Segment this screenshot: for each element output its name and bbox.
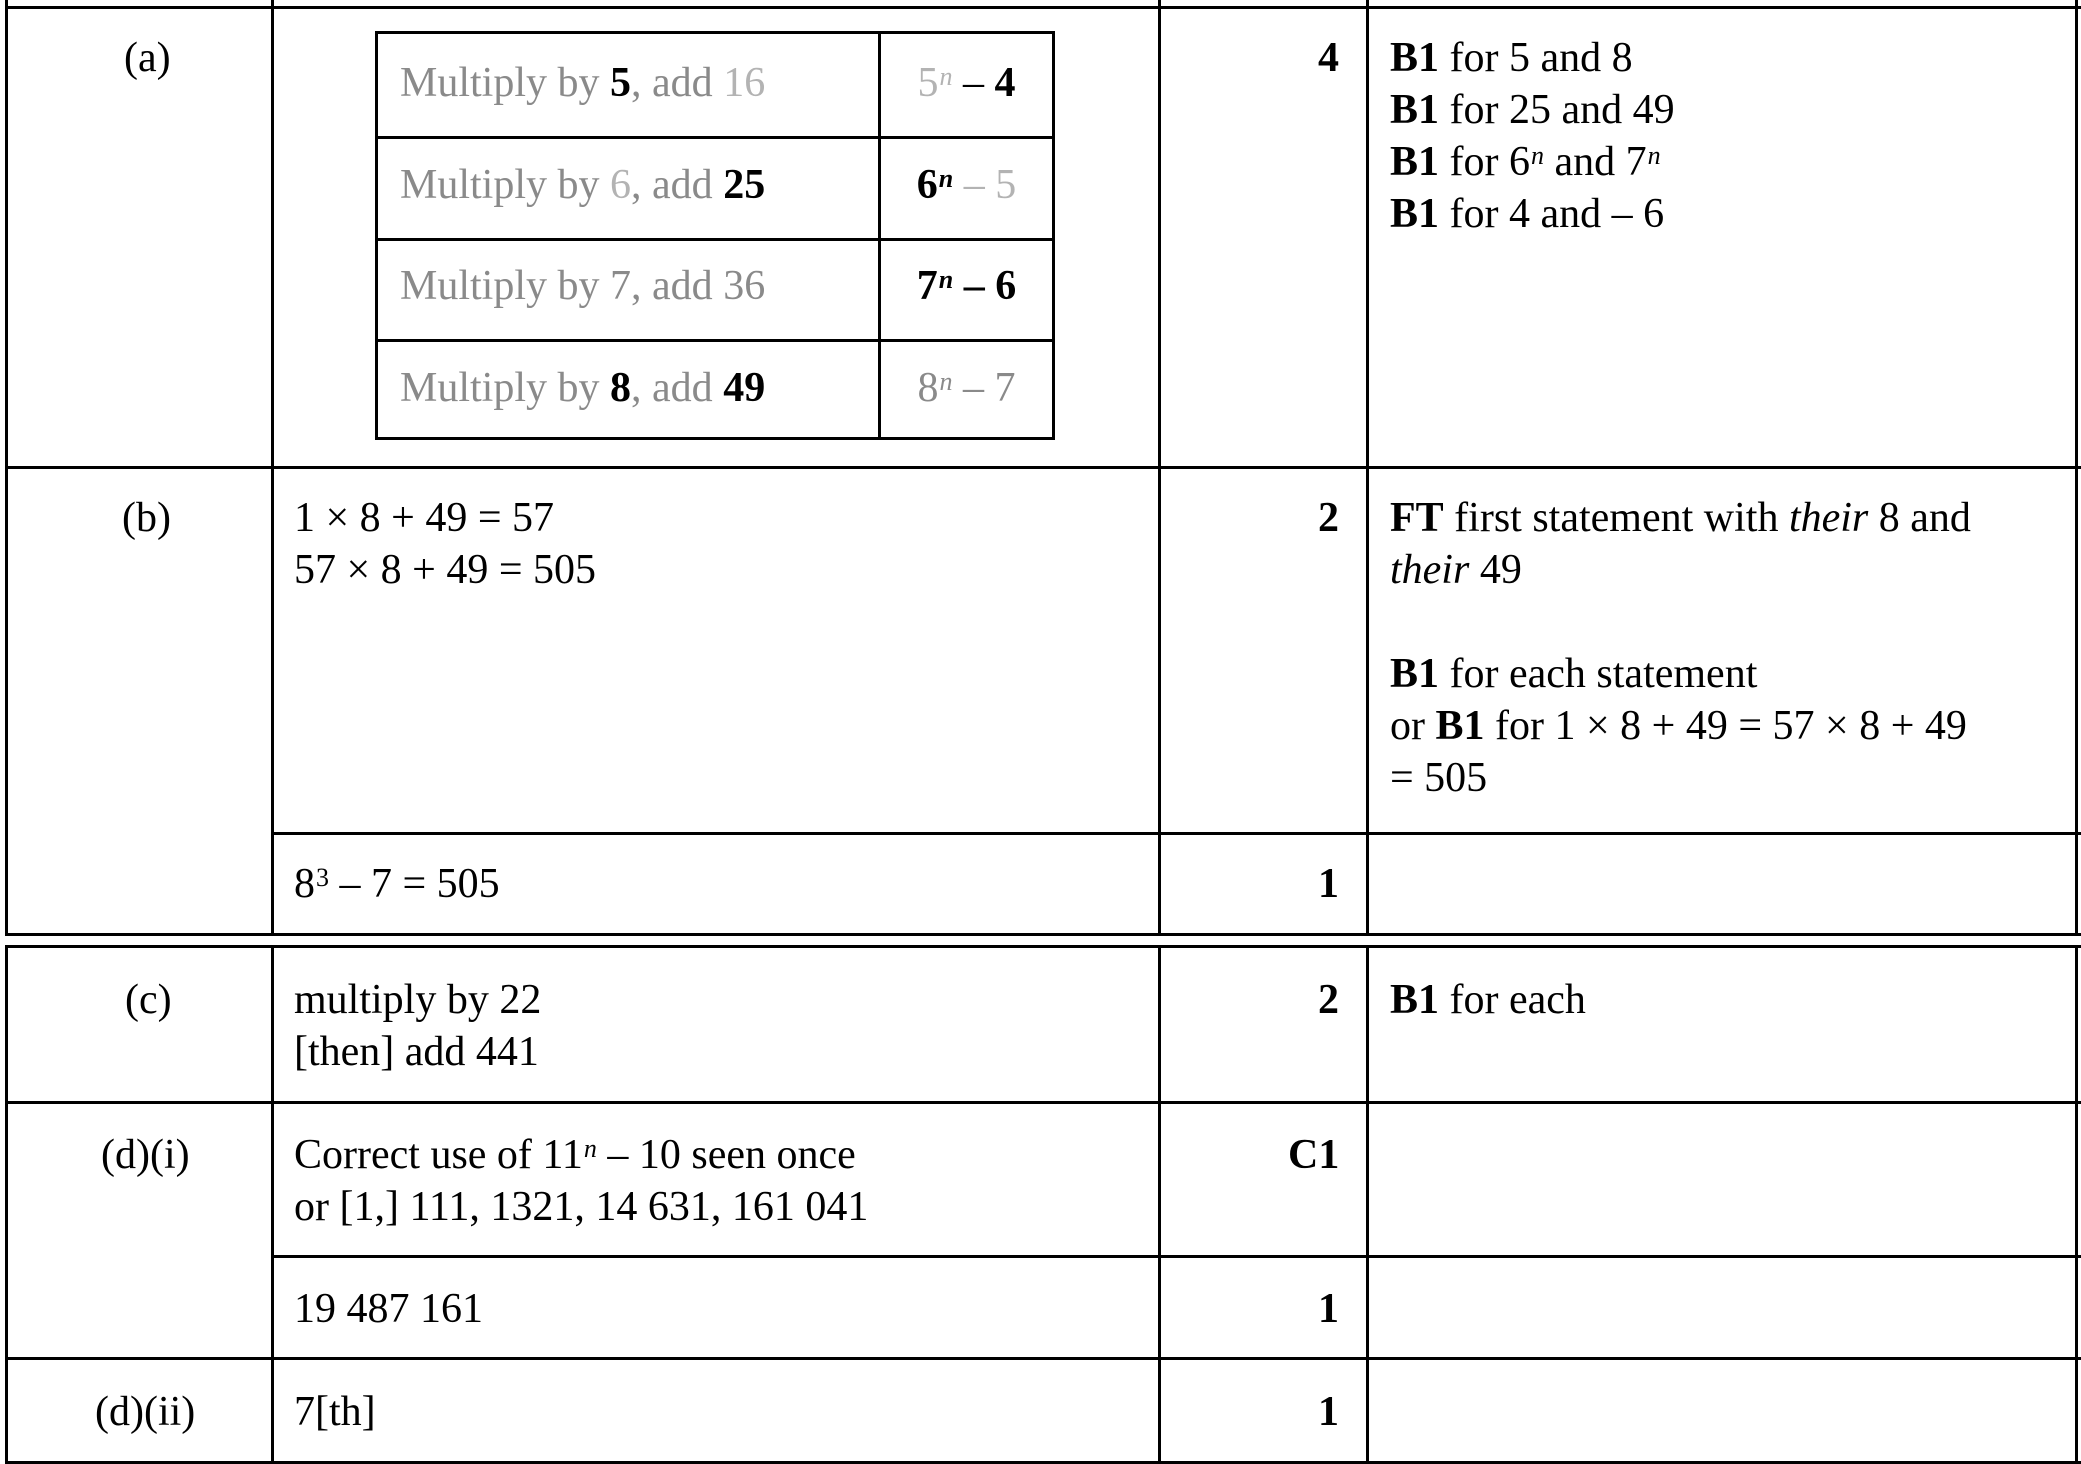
table2-border-top xyxy=(5,945,2081,948)
sequence-row-3 xyxy=(378,237,1052,342)
row-divider-d-dii xyxy=(5,1357,2081,1360)
part-label-a: (a) xyxy=(124,35,171,81)
part-label-c: (c) xyxy=(125,977,172,1023)
table-border-bottom xyxy=(5,933,2081,936)
mark-b: 2 xyxy=(1318,495,1339,541)
sequence-row-1 xyxy=(378,34,1052,139)
sequence-row-2 xyxy=(378,136,1052,241)
rule-text: Multiply by 8, add 49 xyxy=(400,365,766,411)
mark-d-ii: 1 xyxy=(1318,1389,1339,1435)
answer-d-ii: 7[th] xyxy=(294,1389,376,1435)
part-label-d-ii: (d)(ii) xyxy=(95,1389,196,1435)
guidance-a: B1 for 5 and 8 B1 for 25 and 49 B1 for 6$^n$ and 7$^n$ B1 for 4 and – 6 xyxy=(1390,35,1675,237)
table2-column-divider-1 xyxy=(271,945,274,1464)
rule-text: Multiply by 6, add 25 xyxy=(400,162,766,208)
guidance-c: B1 for each xyxy=(1390,977,1586,1023)
sequence-table xyxy=(375,31,1055,440)
table2-border-left xyxy=(5,945,8,1464)
formula-text: 5$^n$ – 4 xyxy=(917,60,1016,106)
part-label-b: (b) xyxy=(122,495,171,541)
column-divider-2 xyxy=(1158,0,1161,936)
table-border-right xyxy=(2075,0,2078,936)
formula-text: 8$^n$ – 7 xyxy=(917,365,1016,411)
sequence-row-4 xyxy=(378,339,1052,441)
mark-a: 4 xyxy=(1318,35,1339,81)
mark-b-sub: 1 xyxy=(1318,861,1339,907)
column-divider-1 xyxy=(271,0,274,936)
formula-text: 6$^n$ – 5 xyxy=(916,162,1017,208)
answer-c: multiply by 22 [then] add 441 xyxy=(294,977,542,1075)
row-divider-b-sub xyxy=(272,832,2081,835)
mark-c: 2 xyxy=(1318,977,1339,1023)
mark-d-i-sub: 1 xyxy=(1318,1286,1339,1332)
column-divider-3 xyxy=(1366,0,1369,936)
formula-text: 7$^n$ – 6 xyxy=(916,263,1017,309)
mark-d-i: C1 xyxy=(1288,1132,1340,1178)
row-divider-c-d xyxy=(5,1101,2081,1104)
table2-column-divider-2 xyxy=(1158,945,1161,1464)
rule-text: Multiply by 5, add 16 xyxy=(400,60,766,106)
guidance-b: FT first statement with their 8 and their 49 B1 for each statement or B1 for 1 × 8 + 49 = 57 × 8 + 49 = 505 xyxy=(1390,495,1971,801)
row-divider-a-b xyxy=(5,466,2081,469)
table-border-left xyxy=(5,0,8,936)
table2-column-divider-3 xyxy=(1366,945,1369,1464)
answer-b: 1 × 8 + 49 = 57 57 × 8 + 49 = 505 xyxy=(294,495,597,593)
table-border-top xyxy=(5,6,2081,9)
answer-d-i: Correct use of 11$^n$ – 10 seen once or [1,] 111, 1321, 14 631, 161 041 xyxy=(294,1132,869,1230)
table2-border-right xyxy=(2075,945,2078,1464)
answer-d-i-sub: 19 487 161 xyxy=(294,1286,483,1332)
rule-text: Multiply by 7, add 36 xyxy=(400,263,766,309)
part-label-d-i: (d)(i) xyxy=(101,1132,190,1178)
answer-b-sub: $8^3 - 7 = 505$ xyxy=(294,861,500,907)
row-divider-d-sub xyxy=(272,1255,2081,1258)
